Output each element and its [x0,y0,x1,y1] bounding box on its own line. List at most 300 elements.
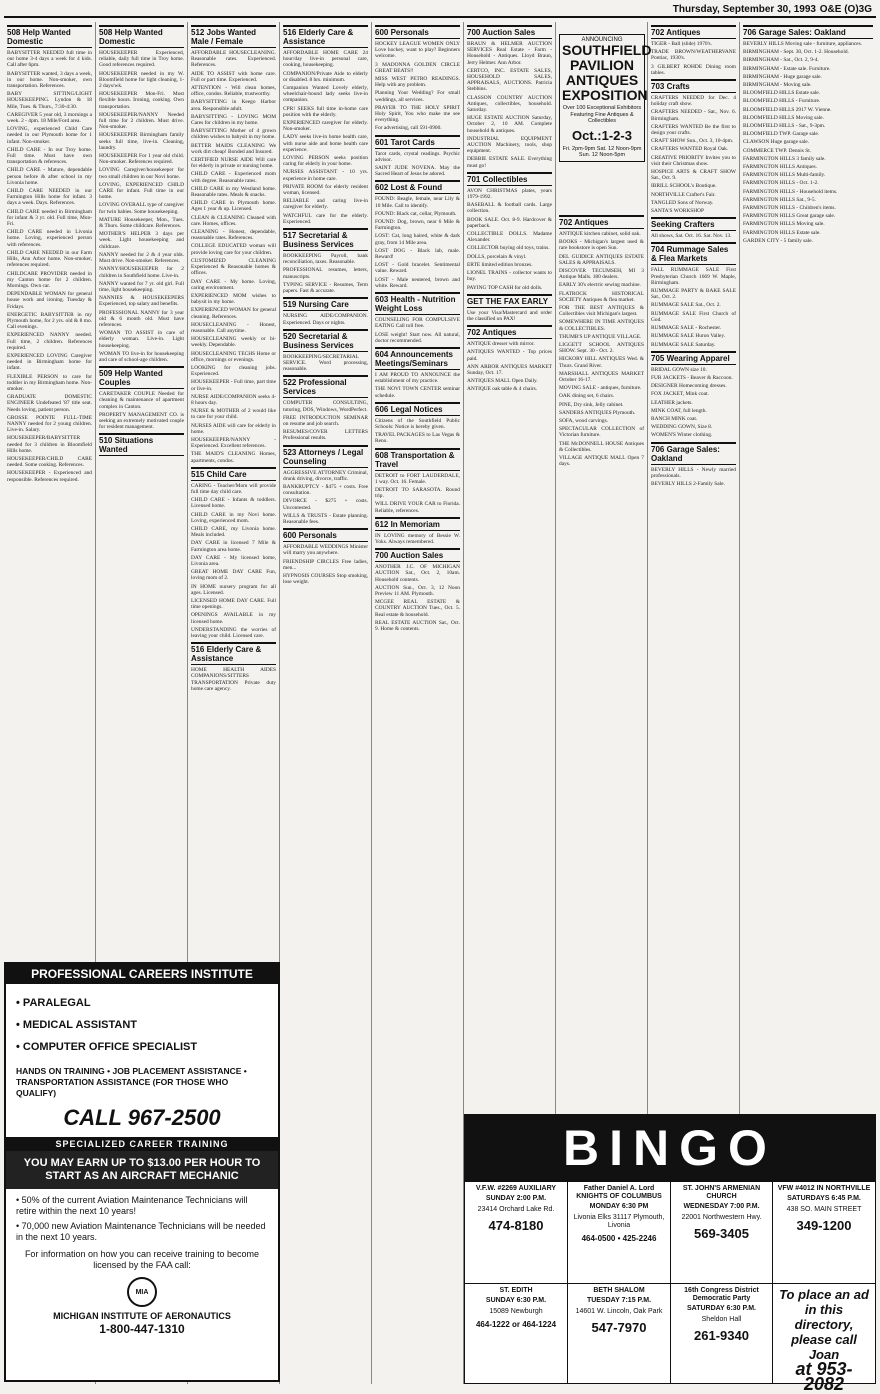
classified-ad: EARLY 30's electric sewing machine. [559,282,641,289]
classified-ad: WOMAN TO live-in for housekeeping and care of school-age children. [99,350,184,363]
classified-ad: EXPERIENCED caregiver for elderly. Non-smoker. [283,120,368,133]
classified-ad: BEVERLY HILLS 2-Family Sale. [651,480,725,487]
classified-ad: ANTIQUES WANTED - Top prices paid. [467,349,552,362]
pavilion-hours: Fri. 2pm-9pm Sat. 12 Noon-9pm Sun. 12 Noon-5pm [562,145,642,158]
classified-ad: HYPNOSIS COURSES Stop smoking, lose weight. [283,572,368,586]
classified-ad: NANNY needed for 2 & 4 year olds. Must drive. Non-smoker. References. [99,251,184,265]
classified-ad: HOME HEALTH AIDES COMPANIONS/SITTERS TRANSPORTATION Private duty home care agency. [191,667,276,692]
classified-ad: COLLECTIBLE DOLLS. Madame Alexander. [467,231,552,244]
classified-ad: THE McDONNELL HOUSE Antiques & Collectibles. [559,440,644,453]
classified-ad: LEATHER jackets. [651,399,693,406]
section-heading: 508 Help Wanted Domestic [7,25,92,48]
careers-programs [16,992,268,1058]
page-number: O&E (O)3G [819,4,872,15]
classified-ad: BEVERLY HILLS Moving sale - furniture, appliances. [743,41,863,47]
classified-ad: AFFORDABLE HOUSECLEANING. Reasonable rates. Experienced. References. [191,50,276,69]
bingo-cell: VFW #4012 IN NORTHVILLE SATURDAYS 6:45 P.M. 438 SO. MAIN STREET 349-1200 [777,1185,871,1233]
classified-ad: RUMMAGE SALE Huron Valley. [651,333,726,340]
section-heading: 522 Professional Services [283,375,368,398]
classified-ad: FLEXIBLE PERSON to care for toddler in my Birmingham home. Non-smoker. [7,373,92,392]
classified-ad: WATCHFUL care for the elderly. Experienced. [283,212,368,225]
classified-ad: FARMINGTON HILLS Moving sale. [743,221,825,228]
classified-ad: PROFESSIONAL NANNY for 3 year old & 6 month old. Must have references. [99,309,184,328]
classified-ad: DOLLS, porcelain & vinyl. [467,253,527,260]
classified-ad: RUMMAGE SALE - Rochester. [651,325,722,332]
program-computer-office: • COMPUTER OFFICE SPECIALIST [16,1036,268,1058]
classified-ad: Tarot cards, crystal readings. Psychic advisor. [375,150,460,163]
pavilion-title: SOUTHFIELD PAVILION ANTIQUES EXPOSITION [562,42,652,103]
classified-ad: BIRMINGHAM - Sat., Oct. 2, 9-4. [743,57,819,64]
classified-ad: BIRMINGHAM - Estate sale. Furniture. [743,65,831,72]
classified-ad: FARMINGTON HILLS 3 family sale. [743,155,826,162]
classified-ad: HOUSECLEANING - Honest, reasonable. Call anytime. [191,321,276,334]
classified-ad: FARMINGTON HILLS - Oct. 1-2. [743,180,819,187]
classified-ad: DAY CARE in licensed 7 Mile & Farmington area home. [191,540,276,553]
classified-ad: CLAWSON Huge garage sale. [743,139,810,146]
classified-ad: CLEANING - Honest, dependable, reasonable rates. References. [191,229,276,242]
section-heading: 603 Health - Nutrition Weight Loss [375,292,460,315]
classified-ad: BOOKS - Michigan's largest used & rare bookstore is open Sun. [559,239,644,252]
classified-ad: BLOOMFIELD HILLS - Sat., 9-3pm. [743,123,826,130]
classified-ad: DISCOVER TECUMSEH, MI 3 Antique Malls. 180 dealers. [559,268,644,281]
bingo-cell: 16th Congress District Democratic Party SATURDAY 6:30 P.M. Sheldon Hall 261-9340 [671,1284,773,1383]
classified-ad: NURSES ASSISTANT - 10 yrs. experience in home care. [283,169,368,182]
classified-ad: TANGLED Sons of Norway. [651,199,714,206]
classified-ad: RUMMAGE SALE Sat., Oct. 2. [651,302,721,309]
classified-ad: COLLECTOR buying old toys, trains. [467,245,550,252]
classified-ad: LOST: Cat, long haired, white & dark gray, from 14 Mile area. [375,233,460,246]
classified-ad: WILLS & TRUSTS - Estate planning. Reasonable fees. [283,512,368,525]
aviation-info: For information on how you can receive training to become licensed by the FAA call: [24,1249,260,1270]
section-heading: 702 Antiques [651,25,736,39]
classified-ad: COLLEGE EDUCATED woman will provide loving care for your children. [191,243,276,256]
classified-ad: I AM PROUD TO ANNOUNCE the establishment of my practice. [375,371,460,385]
classified-ad: CHILD CARE in Plymouth home. Ages 1 year & up. Licensed. [191,200,276,213]
classified-ad: THE MAID'S CLEANING Homes, apartments, condos. [191,451,276,464]
classified-ad: UNDERSTANDING the worries of leaving your child. Licensed care. [191,626,276,640]
classified-ad: AVON CHRISTMAS plates, years 1979-1992. [467,187,552,201]
classified-ad: COMPUTER CONSULTING, tutoring, DOS, Windows, WordPerfect. [283,400,368,413]
classified-ad: HUGE ESTATE AUCTION Saturday, October 2, 10 AM. Complete household & antiques. [467,115,552,134]
classified-ad: THUMB'S UP ANTIQUE VILLAGE. [559,333,642,340]
classified-ad: BOOKKEEPING Payroll, bank reconciliation, taxes. Reasonable. [283,253,368,266]
classified-ad: WEDDING GOWN, Size 8. [651,424,713,431]
aviation-pay: YOU MAY EARN UP TO $13.00 PER HOUR TO START AS AN AIRCRAFT MECHANIC [6,1151,278,1189]
classified-ad: ANOTHER J.C. OF MICHIGAN AUCTION Sat., Oct. 2, 10am. Household contents. [375,564,460,583]
classified-ad: CRAFT SHOW Sun., Oct. 3, 10-4pm. [651,138,734,145]
section-heading: 516 Elderly Care & Assistance [283,25,368,48]
classified-ad: FOR THE BEST ANTIQUES & Collectibles visit Michigan's largest. [559,305,644,318]
classified-ad: DAY CARE - My licensed home, Livonia area. [191,554,276,568]
classified-ad: CUSTOMIZED CLEANING Experienced & Reasonable homes & offices. [191,257,276,277]
classified-ad: EXPERIENCED NANNY needed. Full time, 2 children. References required. [7,332,92,351]
classified-ad: MINK COAT, full length. [651,407,707,414]
classified-ad: PRIVATE ROOM for elderly resident woman, licensed. [283,183,368,197]
classified-ad: PINE, Dry sink, Jelly cabinet. [559,401,624,408]
classified-ad: ANTIQUE kitchen cabinet, solid oak. [559,231,641,237]
classified-ad: LADY seeks live-in home health care, with nurse aide and home health care experience. [283,134,368,153]
place-ad-text: To place an ad in this directory, please call Joan at 953-2082 [779,1287,869,1394]
section-heading: 702 Antiques [467,325,552,339]
pavilion-exposition-ad [559,34,652,162]
mia-logo-icon: MIA [127,1277,157,1307]
bingo-directory [464,1114,876,1394]
section-heading: 700 Auction Sales [467,25,552,39]
section-heading: 515 Child Care [191,467,276,481]
classified-ad: IN HOME nursery program for all ages. Licensed. [191,583,276,596]
classified-ad: LOST - Gold bracelet. Sentimental value. Reward. [375,262,460,275]
classified-ad: FREE INTRODUCTION SEMINAR on resume and job search. [283,414,368,427]
section-heading: 516 Elderly Care & Assistance [191,642,276,665]
classified-ad: NANNIES & HOUSEKEEPERS Experienced, top salary and benefits. [99,295,184,308]
classified-ad: HOCKEY LEAGUE WOMEN ONLY Love hockey, want to play? Beginners welcome. [375,41,460,60]
classified-ad: CERTCO, INC. ESTATE SALES, HOUSEHOLD SALES, APPRAISALS, AUCTIONS. Patricia Stebbins. [467,67,552,93]
column-4 [280,22,372,1384]
classified-ad: FARMINGTON HILLS - Children's items. [743,205,836,212]
classified-ad: NANNY wanted for 7 yr. old girl. Full time, light housekeeping. [99,280,184,293]
section-heading: 701 Collectibles [467,172,552,186]
classified-ad: LICENSED HOME DAY CARE. Full time openings. [191,598,276,611]
classified-ad: IN LOVING memory of Bessie W. Yoks. Always remembered. [375,532,460,545]
bingo-banner: BINGO [465,1115,875,1181]
classified-ad: PRAYER TO THE HOLY SPIRIT Holy Spirit, You who make me see everything. [375,104,460,124]
newspaper-page [4,2,876,1394]
classified-ad: COUNSELING FOR COMPULSIVE EATING Call toll free. [375,317,460,330]
classified-ad: WOMEN'S Winter clothing. [651,432,713,439]
classified-ad: FARMINGTON HILLS Sat., 9-5. [743,196,816,203]
section-heading: Seeking Crafters [651,217,736,231]
classified-ad: LOVING PERSON seeks position caring for elderly in your home. [283,155,368,168]
classified-ad: FOUND: Beagle, female, near Lily & 10 Mile. Call to identify. [375,196,460,209]
classified-ad: FALL RUMMAGE SALE First Presbyterian Church 1669 W. Maple, Birmingham. [651,267,736,286]
classified-ad: CRAFTERS WANTED Be the first to design your crafts. [651,123,736,137]
classified-ad: HOUSEKEEPER Birmingham family seeks full time, live-in. Cleaning, laundry. [99,132,184,151]
careers-call: CALL 967-2500 [63,1105,221,1130]
pavilion-announce: ANNOUNCING [581,37,623,43]
classified-ad: BRAUN & HELMER AUCTION SERVICES Real Estate - Farm - Household - Antiques. Lloyd Braun, Jerry Helmer. Ann Arbor. [467,41,552,66]
classified-ad: ANN ARBOR ANTIQUES MARKET Sunday, Oct. 17. [467,363,552,376]
classified-ad: LIGGETT SCHOOL ANTIQUES SHOW. Sept. 30 - Oct. 2. [559,342,644,355]
aviation-facts [16,1195,268,1243]
classified-ad: BETTER MAIDS CLEANING We work dirt cheap! Bonded and Insured. [191,142,276,155]
classified-ad: For advertising, call 591-0900. [375,125,442,132]
bingo-row-bottom [465,1283,875,1394]
classified-ad: AFFORDABLE WEDDINGS Minister will marry you anywhere. [283,544,368,557]
classified-ad: HOUSEKEEPER/BABYSITTER needed for 3 children in Bloomfield Hills home. [7,435,92,454]
classified-ad: HOUSEKEEPER Mon-Fri. Most flexible hours. Ironing, cooking. Own transportation. [99,91,184,110]
classified-ad: CARETAKER COUPLE Needed for cleaning & maintenance of apartment complex in Canton. [99,391,184,410]
classified-ad: 3 MADONNA GOLDEN CIRCLE GREAT BEATS!! [375,61,460,74]
classified-ad: ANTIQUE oak table & 4 chairs. [467,386,538,393]
classified-ad: GREAT HOME DAY CARE Fun, loving mom of 2. [191,569,276,582]
classified-ad: VILLAGE ANTIQUE MALL Open 7 days. [559,455,644,468]
classified-ad: HOUSEKEEPER For 1 year old child. Non-smoker. References required. [99,153,184,166]
section-heading: 520 Secretarial & Business Services [283,329,368,352]
section-heading: 705 Wearing Apparel [651,351,736,365]
fact-needed: • 70,000 new Aviation Maintenance Technicians will be needed in the next 10 years. [16,1221,266,1242]
section-heading: 508 Help Wanted Domestic [99,25,184,48]
classified-ad: CLEAN & CLEANING Cleaned with care. Homes, offices. [191,214,276,227]
classified-ad: TRAVEL PACKAGES to Las Vegas & Reno. [375,432,460,445]
classified-ad: FLATROCK HISTORICAL SOCIETY Antiques & flea market. [559,290,644,303]
classified-ad: NORTHVILLE Crafter's Fair. [651,191,716,198]
classified-ad: DIVORCE - $275 + costs. Uncontested. [283,498,368,511]
section-heading: GET THE FAX EARLY [467,294,552,308]
classified-ad: RESUMES/COVER LETTERS Professional results. [283,429,368,442]
classified-ad: MOTHER'S HELPER 3 days per week. Light housekeeping and childcare. [99,231,184,250]
classified-ad: CRAFTERS WANTED Royal Oak. [651,146,729,153]
classified-ad: NURSES AIDE will care for elderly in home. [191,422,276,435]
classified-ad: BIRMINGHAM - Sept. 30, Oct. 1-2. Household. [743,49,849,56]
classified-ad: RANCH MINK coat. [651,415,698,422]
classified-ad: BIRMINGHAM - Huge garage sale. [743,73,822,80]
classified-ad: BLOOMFIELD HILLS Estate sale. [743,90,820,97]
classified-ad: FARMINGTON HILLS Multi-family. [743,172,826,179]
classified-ad: BABYSITTING in Keego Harbor area. Responsible adult. [191,99,276,112]
classified-ad: RUMMAGE SALE First Church of God. [651,310,736,323]
classified-ad: BRIDAL GOWN size 10. [651,366,707,373]
section-heading: 704 Rummage Sales & Flea Markets [651,242,736,265]
classified-ad: CPR! SEEKS full time in-home care position with the elderly. [283,105,368,118]
classified-ad: AGGRESSIVE ATTORNEY Criminal, drunk driving, divorce, traffic. [283,469,368,482]
classified-ad: HOUSEKEEPER Experienced, reliable, daily full time in Troy home. Good references required. [99,50,184,69]
place-ad-notice [773,1284,875,1394]
pavilion-dates: Oct.:1-2-3 [572,127,632,143]
classified-ad: IBRILL SCHOOL's Boutique. [651,183,717,190]
classified-ad: CREATIVE PRIORITY Invites you to visit their Christmas show. [651,154,736,167]
bingo-cell: ST. JOHN'S ARMENIAN CHURCH WEDNESDAY 7:00 P.M. 22001 Northwestern Hwy. 569-3405 [671,1182,773,1283]
classified-ad: INDUSTRIAL EQUIPMENT AUCTION Machinery, tools, shop equipment. [467,135,552,155]
classified-ad: COMMERCE TWP. Dennis St. [743,147,812,154]
section-heading: 519 Nursing Care [283,297,368,311]
section-heading: 706 Garage Sales: Oakland [743,25,873,39]
classified-ad: MATURE Housekeeper, Mon., Tues. & Thurs. Some childcare. References. [99,216,184,230]
institute-phone: 1-800-447-1310 [99,1322,185,1336]
classified-ad: CAREGIVER 5 year old, 3 mornings a week. 2 - 4pm. 18 Mile/Ford area. [7,111,92,125]
section-heading: 600 Personals [283,528,368,542]
classified-ad: FARMINGTON HILLS Antiques. [743,164,817,171]
classified-ad: TRADE BROWN/WEATHERVANE Pontiac, 1930's. [651,49,736,62]
fact-retire: • 50% of the current Aviation Maintenance Technicians will retire within the next 10 years! [16,1195,248,1216]
bingo-cell: Father Daniel A. Lord KNIGHTS OF COLUMBUS MONDAY 6:30 PM Livonia Elks 31117 Plymouth, Livonia 464-0500 • 425-2246 [568,1182,671,1283]
section-heading: 703 Crafts [651,79,736,93]
classified-ad: ENERGETIC BABYSITTER in my Plymouth home, for 2 yrs. old & 8 mo. Call evenings. [7,311,92,331]
classified-ad: THE NOVI TOWN CENTER seminar schedule. [375,386,460,399]
classified-ad: HOUSEKEEPER needed in my W. Bloomfield home for light cleaning, 1-2 days/wk. [99,70,184,90]
classified-ad: MARSHALL ANTIQUES MARKET October 16-17. [559,370,644,384]
classified-ad: DETROIT to FORT LAUDERDALE, 1 way. Oct. 16. Female. [375,472,460,485]
classified-ad: EXPERIENCED LOVING Caregiver needed in Birmingham home for infant. [7,352,92,372]
classified-ad: CHILD CARE - Mature, dependable person before & after school in my Livonia home. [7,167,92,186]
classified-ad: PROFESSIONAL resumes, letters, manuscripts. [283,267,368,280]
classified-ad: HOUSEKEEPER/NANNY - Experienced. Excellent references. [191,436,276,450]
section-heading: 612 In Memoriam [375,517,460,531]
classified-ad: PROPERTY MANAGEMENT CO. is seeking an extremely motivated couple for resident management. [99,411,184,431]
classified-ad: HOSPICE ARTS & CRAFT SHOW Sat., Oct. 9. [651,169,736,182]
bingo-cell: BETH SHALOM TUESDAY 7:15 P.M. 14601 W. Lincoln, Oak Park 547-7970 [568,1284,671,1383]
classified-ad: LOSE weight! Start now. All natural, doctor recommended. [375,331,460,344]
section-heading: 517 Secretarial & Business Services [283,228,368,251]
classified-ad: SOMEWHERE IN TIME ANTIQUES & COLLECTIBLES. [559,319,644,332]
classified-ad: Citizens of the Southfield Public Schools: Notice is hereby given. [375,417,460,430]
bingo-cell: ST. EDITH SUNDAY 6:30 P.M. 15089 Newburgh 464-1222 or 464-1224 [465,1284,568,1383]
classified-ad: LOOKING for cleaning jobs. Experienced. [191,364,276,378]
classified-ad: AUCTION Sun., Oct. 3, 12 Noon Preview 11 AM. Plymouth. [375,584,460,597]
classified-ad: ANTIQUES MALL Open Daily. [467,378,538,385]
classified-ad: Planning Your Wedding? For small weddings, all services. [375,90,460,103]
classified-ad: CLASSON COUNTRY AUCTION Antiques, collectibles, household. Saturday. [467,94,552,114]
classified-ad: FOX JACKET, Mink coat. [651,391,709,398]
classified-ad: CHILD CARE needed in Livonia home. Loving, experienced person with references. [7,229,92,248]
classified-ad: CERTIFIED NURSE AIDE Will care for elderly in private or nursing home. [191,157,276,170]
classified-ad: All shows, Sat. Oct. 16. Sat. Nov. 13. [651,233,732,240]
classified-ad: DEBBIE ESTATE SALE. Everything must go! [467,156,552,169]
section-heading: 510 Situations Wanted [99,433,184,456]
classified-ad: HOUSECLEANING weekly or bi-weekly. Dependable. [191,336,276,349]
classified-ad: DEPENDABLE WOMAN for general house work and ironing. Tuesday & Fridays. [7,291,92,310]
classified-ad: SANDERS ANTIQUES Plymouth. [559,409,636,416]
section-heading: 700 Auction Sales [375,548,460,562]
classified-ad: HOUSEKEEPER - Full time, part time or live-in. [191,379,276,392]
classified-ad: CRAFTERS NEEDED for Dec. 4 holiday craft show. [651,95,736,108]
classified-ad: HICKORY HILL ANTIQUES Wed. & Thurs. Grand River. [559,356,644,369]
classified-ad: BABYSITTER wanted, 3 days a week, in our home. Non-smoker, own transportation. References. [7,70,92,90]
classified-ad: ATTENTION - Will clean homes, office, condos. Reliable, trustworthy. [191,85,276,98]
classified-ad: FUR JACKETS - Beaver & Raccoon. [651,374,733,381]
classified-ad: Companion Wanted Lovely elderly, wheelchair-bound lady seeks live-in companion. [283,85,368,104]
classified-ad: LOVING, experienced Child Care needed in our Plymouth home for 1 infant. Non-smoker. [7,126,92,145]
classified-ad: AFFORDABLE HOME CARE 24 hour/day live-in personal care, cooking, housekeeping. [283,50,368,69]
classified-ad: SOFA, wood carvings. [559,418,609,425]
classified-ad: WILL DRIVE YOUR CAR to Florida. Reliable, references. [375,501,460,514]
classified-ad: TIGER - Ball (slide) 1970's. [651,41,713,47]
section-heading: 523 Attorneys / Legal Counseling [283,445,368,468]
classified-ad: DESIGNER Homecoming dresses. [651,383,727,390]
classified-ad: MCGEE REAL ESTATE & COUNTRY AUCTION Tues., Oct. 5. Real estate & household. [375,599,460,618]
classified-ad: BABYSITTING - LOVING MOM Cares for children in my home. [191,113,276,127]
classified-ad: FARMINGTON HILLS - Household items. [743,188,838,195]
classified-ad: OAK dining set, 6 chairs. [559,393,615,400]
classified-ad: BABYSITTING Mother of 4 grown children wishes to babysit in my home. [191,128,276,141]
classified-ad: AIDE TO ASSIST with home care. Full or part time. Experienced. [191,70,276,83]
classified-ad: FOUND: Black cat, collar, Plymouth. [375,210,457,217]
classified-ad: CHILD CARE - Infants & toddlers. Licensed home. [191,497,276,510]
classified-ad: LIONEL TRAINS - collector wants to buy. [467,270,552,283]
classified-ad: HOUSEKEEPER - Experienced and responsible. References required. [7,470,92,483]
classified-ad: NURSING AIDE/COMPANION. Experienced. Days or nights. [283,313,368,326]
classified-ad: HOUSEKEEPER/CHILD CARE needed. Some cooking. References. [7,455,92,469]
section-heading: 512 Jobs Wanted Male / Female [191,25,276,48]
classified-ad: Use your Visa/Mastercard and order the classified on PAX! [467,309,552,322]
classified-ad: BASEBALL & football cards. Large collection. [467,202,552,215]
classified-ad: PAYING TOP CASH for old dolls. [467,284,543,291]
classified-ad: MISS WEST PETRO READINGS. Help with any problem. [375,76,460,89]
classified-ad: FRIENDSHIP CIRCLES Free ladies, men... [283,558,368,571]
classified-ad: CHILD CARE needed in Birmingham for infant & 3 yr. old. Full time, Mon-Fri. [7,208,92,228]
masthead [4,2,876,18]
classified-ad: BLOOMFIELD HILLS Moving sale. [743,114,824,121]
careers-features: HANDS ON TRAINING • JOB PLACEMENT ASSISTANCE • TRANSPORTATION ASSISTANCE (FOR THOSE WHO QUALIFY) [16,1066,247,1098]
classified-ad: WOMAN TO ASSIST in care of elderly woman. Live-in. Light housekeeping. [99,330,184,349]
classified-ad: BLOOMFIELD HILLS 2917 W. Vienne. [743,106,832,113]
classified-ad: FOUND: Dog, brown, near 6 Mile & Farmington. [375,219,460,232]
classified-ad: NURSE & MOTHER of 2 would like to care for your child. [191,408,276,421]
classified-ad: CHILDCARE PROVIDER needed in my Canton home for 2 children. Mornings. Own car. [7,270,92,289]
classified-ad: CHILD CARE in my Novi home. Loving, experienced mom. [191,511,276,524]
classified-ad: COMPANION/Private Aide to elderly or disabled. 8 hrs. minimum. [283,70,368,83]
classified-ad: HOUSECLEANING TECHS Home or office, mornings or evenings. [191,350,276,363]
careers-title: PROFESSIONAL CAREERS INSTITUTE [6,964,278,984]
section-heading: 602 Lost & Found [375,180,460,194]
classified-ad: GROSSE POINTE FULL-TIME NANNY needed for 2 young children. Live-in. Salary. [7,414,92,434]
program-paralegal: • PARALEGAL [16,992,268,1014]
classified-ad: TYPING SERVICE - Resumes, Term papers. Fast & accurate. [283,281,368,295]
classified-ad: RUMMAGE SALE Saturday. [651,341,716,348]
classified-ad: CARING - Teacher/Mom will provide full time day child care. [191,482,276,495]
classified-ad: REAL ESTATE AUCTION Sat., Oct. 9. Home & contents. [375,619,460,632]
classified-ad: SPECTACULAR COLLECTION of Victorian furniture. [559,426,644,439]
classified-ad: CHILD CARE, my Livonia home. Meals included. [191,526,276,539]
classified-ad: DAY CARE - My home. Loving, caring environment. [191,278,276,291]
classified-ad: LOVING Caregiver/housekeeper for two small children in our Novi home. [99,167,184,180]
classified-ad: BOOK SALE. Oct. 8-9. Hardcover & paperback. [467,216,552,229]
section-heading: 509 Help Wanted Couples [99,366,184,389]
classified-ad: HOUSEKEEPER/NANNY Needed full time for 2 children. Must drive. Non-smoker. [99,111,184,131]
program-medical-assistant: • MEDICAL ASSISTANT [16,1014,268,1036]
classified-ad: ERTE limited edition bronzes. [467,261,533,268]
classified-ad: BABYSITTER NEEDED full time in our home 3-4 days a week for 4 kids. Call after 6pm. [7,50,92,69]
classified-ad: LOVING, EXPERIENCED CHILD CARE for infant. Full time in our home. [99,181,184,201]
classified-ad: CHILD CARE - In our Troy home. Full time. Must have own transportation & references. [7,146,92,166]
classified-ad: DETROIT TO SARASOTA. Round trip. [375,486,460,500]
classified-ad: OPENINGS AVAILABLE in my licensed home. [191,612,276,625]
classified-ad: CRAFTERS NEEDED - Sat., Nov. 6. Birmingham. [651,109,736,122]
section-heading: 608 Transportation & Travel [375,448,460,471]
careers-institute-ad [4,962,280,1382]
classified-ad: BIRMINGHAM - Moving sale. [743,82,812,89]
classified-ad: LOVING OVERALL type of caregiver for twin babies. Some housekeeping. [99,202,184,215]
classified-ad: RELIABLE and caring live-in caregiver for elderly. [283,198,368,211]
section-heading: 706 Garage Sales: Oakland [651,442,736,465]
classified-ad: BOOKKEEPING/SECRETARIAL SERVICE. Word processing, reasonable. [283,353,368,373]
classified-ad: DEL GUIDICE ANTIQUES ESTATE SALES & APPRAISALS. [559,253,644,266]
classified-ad: CHILD CARE in my Westland home. Reasonable rates. Meals & snacks. [191,185,276,199]
classified-ad: SANTA'S WORKSHOP [651,208,705,215]
classified-ad: MOVING SALE - antiques, furniture. [559,385,642,392]
classified-ad: LOST - Male neutered, brown and white. Reward. [375,276,460,289]
column-5 [372,22,464,1384]
classified-ad: ANTIQUE dresser with mirror. [467,341,535,348]
classified-ad: BLOOMFIELD HILLS - Furniture. [743,98,821,105]
classified-ad: CHILD CARE - Experienced mom with degree. Reasonable rates. [191,171,276,184]
classified-ad: SAINT JUDE NOVENA. May the Sacred Heart of Jesus be adored. [375,165,460,178]
section-heading: 702 Antiques [559,215,644,229]
classified-ad: BEVERLY HILLS - Newly married professionals. [651,466,736,479]
institute-name: MICHIGAN INSTITUTE OF AERONAUTICS [53,1311,231,1321]
section-heading: 601 Tarot Cards [375,135,460,149]
classified-ad: FARMINGTON HILLS Estate sale. [743,229,821,236]
classified-ad: FARMINGTON HILLS Great garage sale. [743,213,836,220]
bingo-row-top [465,1181,875,1283]
classified-ad: BLOOMFIELD TWP. Garage sale. [743,131,820,138]
classified-ad: NURSE AIDE/COMPANION seeks 4-8 hours day. [191,393,276,406]
careers-band: SPECIALIZED CAREER TRAINING [6,1137,278,1151]
pavilion-desc: Over 100 Exceptional Exhibitors Featuring Fine Antiques & Collectibles [562,105,642,124]
classified-ad: GRADUATE DOMESTIC ENGINEER Undefeated '87 title seat. Needs loving, patient person. [7,394,92,413]
classified-ad: RUMMAGE PARTY & BAKE SALE Sat., Oct. 2. [651,288,736,301]
section-heading: 606 Legal Notices [375,402,460,416]
classified-ad: 3 GILBERT ROHDE Dining room tables. [651,63,736,76]
